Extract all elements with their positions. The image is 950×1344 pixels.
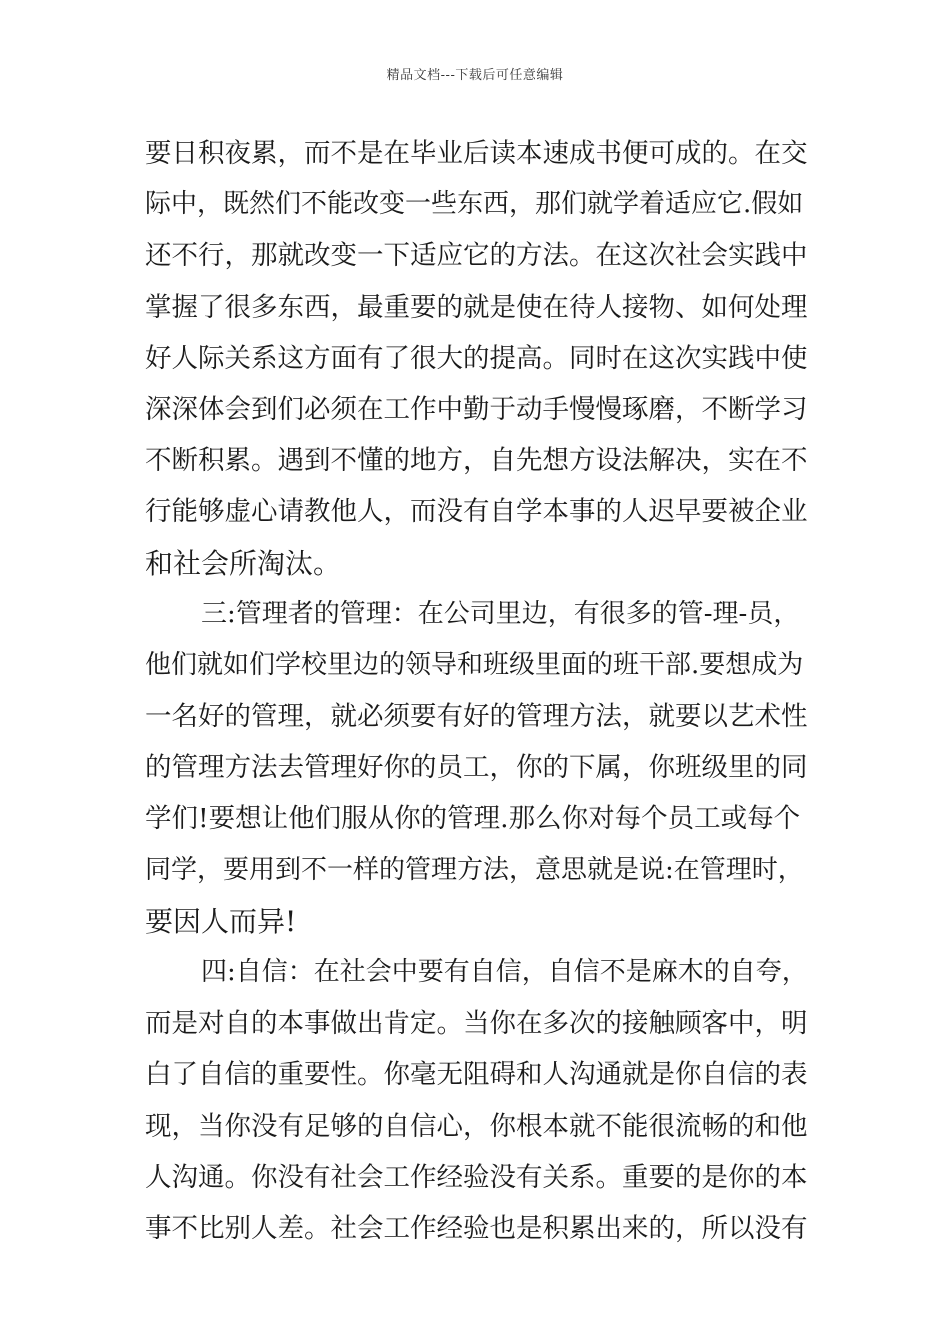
body-line-16: 要因人而异! — [145, 904, 297, 938]
section-three-heading-line: 三:管理者的管理：在公司里边，有很多的管-理-员， — [201, 598, 800, 629]
body-line-22: 事不比别人差。社会工作经验也是积累出来的，所以没有 — [145, 1212, 808, 1244]
body-line-14: 学们!要想让他们服从你的管理.那么你对每个员工或每个 — [145, 803, 801, 835]
document-header: 精品文档---下载后可任意编辑 — [386, 68, 564, 83]
section-four-heading-line: 四:自信：在社会中要有自信，自信不是麻木的自夸， — [201, 957, 808, 987]
body-line-13: 的管理方法去管理好你的员工，你的下属，你班级里的同 — [145, 752, 808, 784]
body-line-11: 他们就如们学校里边的领导和班级里面的班干部.要想成为 — [145, 649, 804, 680]
body-line-15: 同学，要用到不一样的管理方法，意思就是说:在管理时， — [145, 854, 804, 885]
body-line-20: 现，当你没有足够的自信心，你根本就不能很流畅的和他 — [145, 1110, 808, 1142]
body-line-6: 深深体会到们必须在工作中勤于动手慢慢琢磨，不断学习 — [145, 393, 808, 425]
body-line-9: 和社会所淘汰。 — [145, 546, 342, 580]
body-line-3: 还不行，那就改变一下适应它的方法。在这次社会实践中 — [145, 240, 808, 272]
body-line-2: 际中，既然们不能改变一些东西，那们就学着适应它.假如 — [145, 189, 804, 220]
body-line-18: 而是对自的本事做出肯定。当你在多次的接触顾客中，明 — [145, 1008, 808, 1040]
body-line-4: 掌握了很多东西，最重要的就是使在待人接物、如何处理 — [145, 291, 808, 323]
body-line-1: 要日积夜累，而不是在毕业后读本速成书便可成的。在交 — [145, 138, 808, 169]
body-line-7: 不断积累。遇到不懂的地方，自先想方设法解决，实在不 — [145, 445, 808, 477]
document-body — [145, 128, 810, 1254]
body-line-8: 行能够虚心请教他人，而没有自学本事的人迟早要被企业 — [145, 496, 808, 528]
body-line-19: 白了自信的重要性。你毫无阻碍和人沟通就是你自信的表 — [145, 1059, 808, 1091]
body-line-21: 人沟通。你没有社会工作经验没有关系。重要的是你的本 — [145, 1161, 808, 1193]
body-line-12: 一名好的管理，就必须要有好的管理方法，就要以艺术性 — [145, 701, 808, 733]
body-line-5: 好人际关系这方面有了很大的提高。同时在这次实践中使 — [145, 342, 808, 374]
